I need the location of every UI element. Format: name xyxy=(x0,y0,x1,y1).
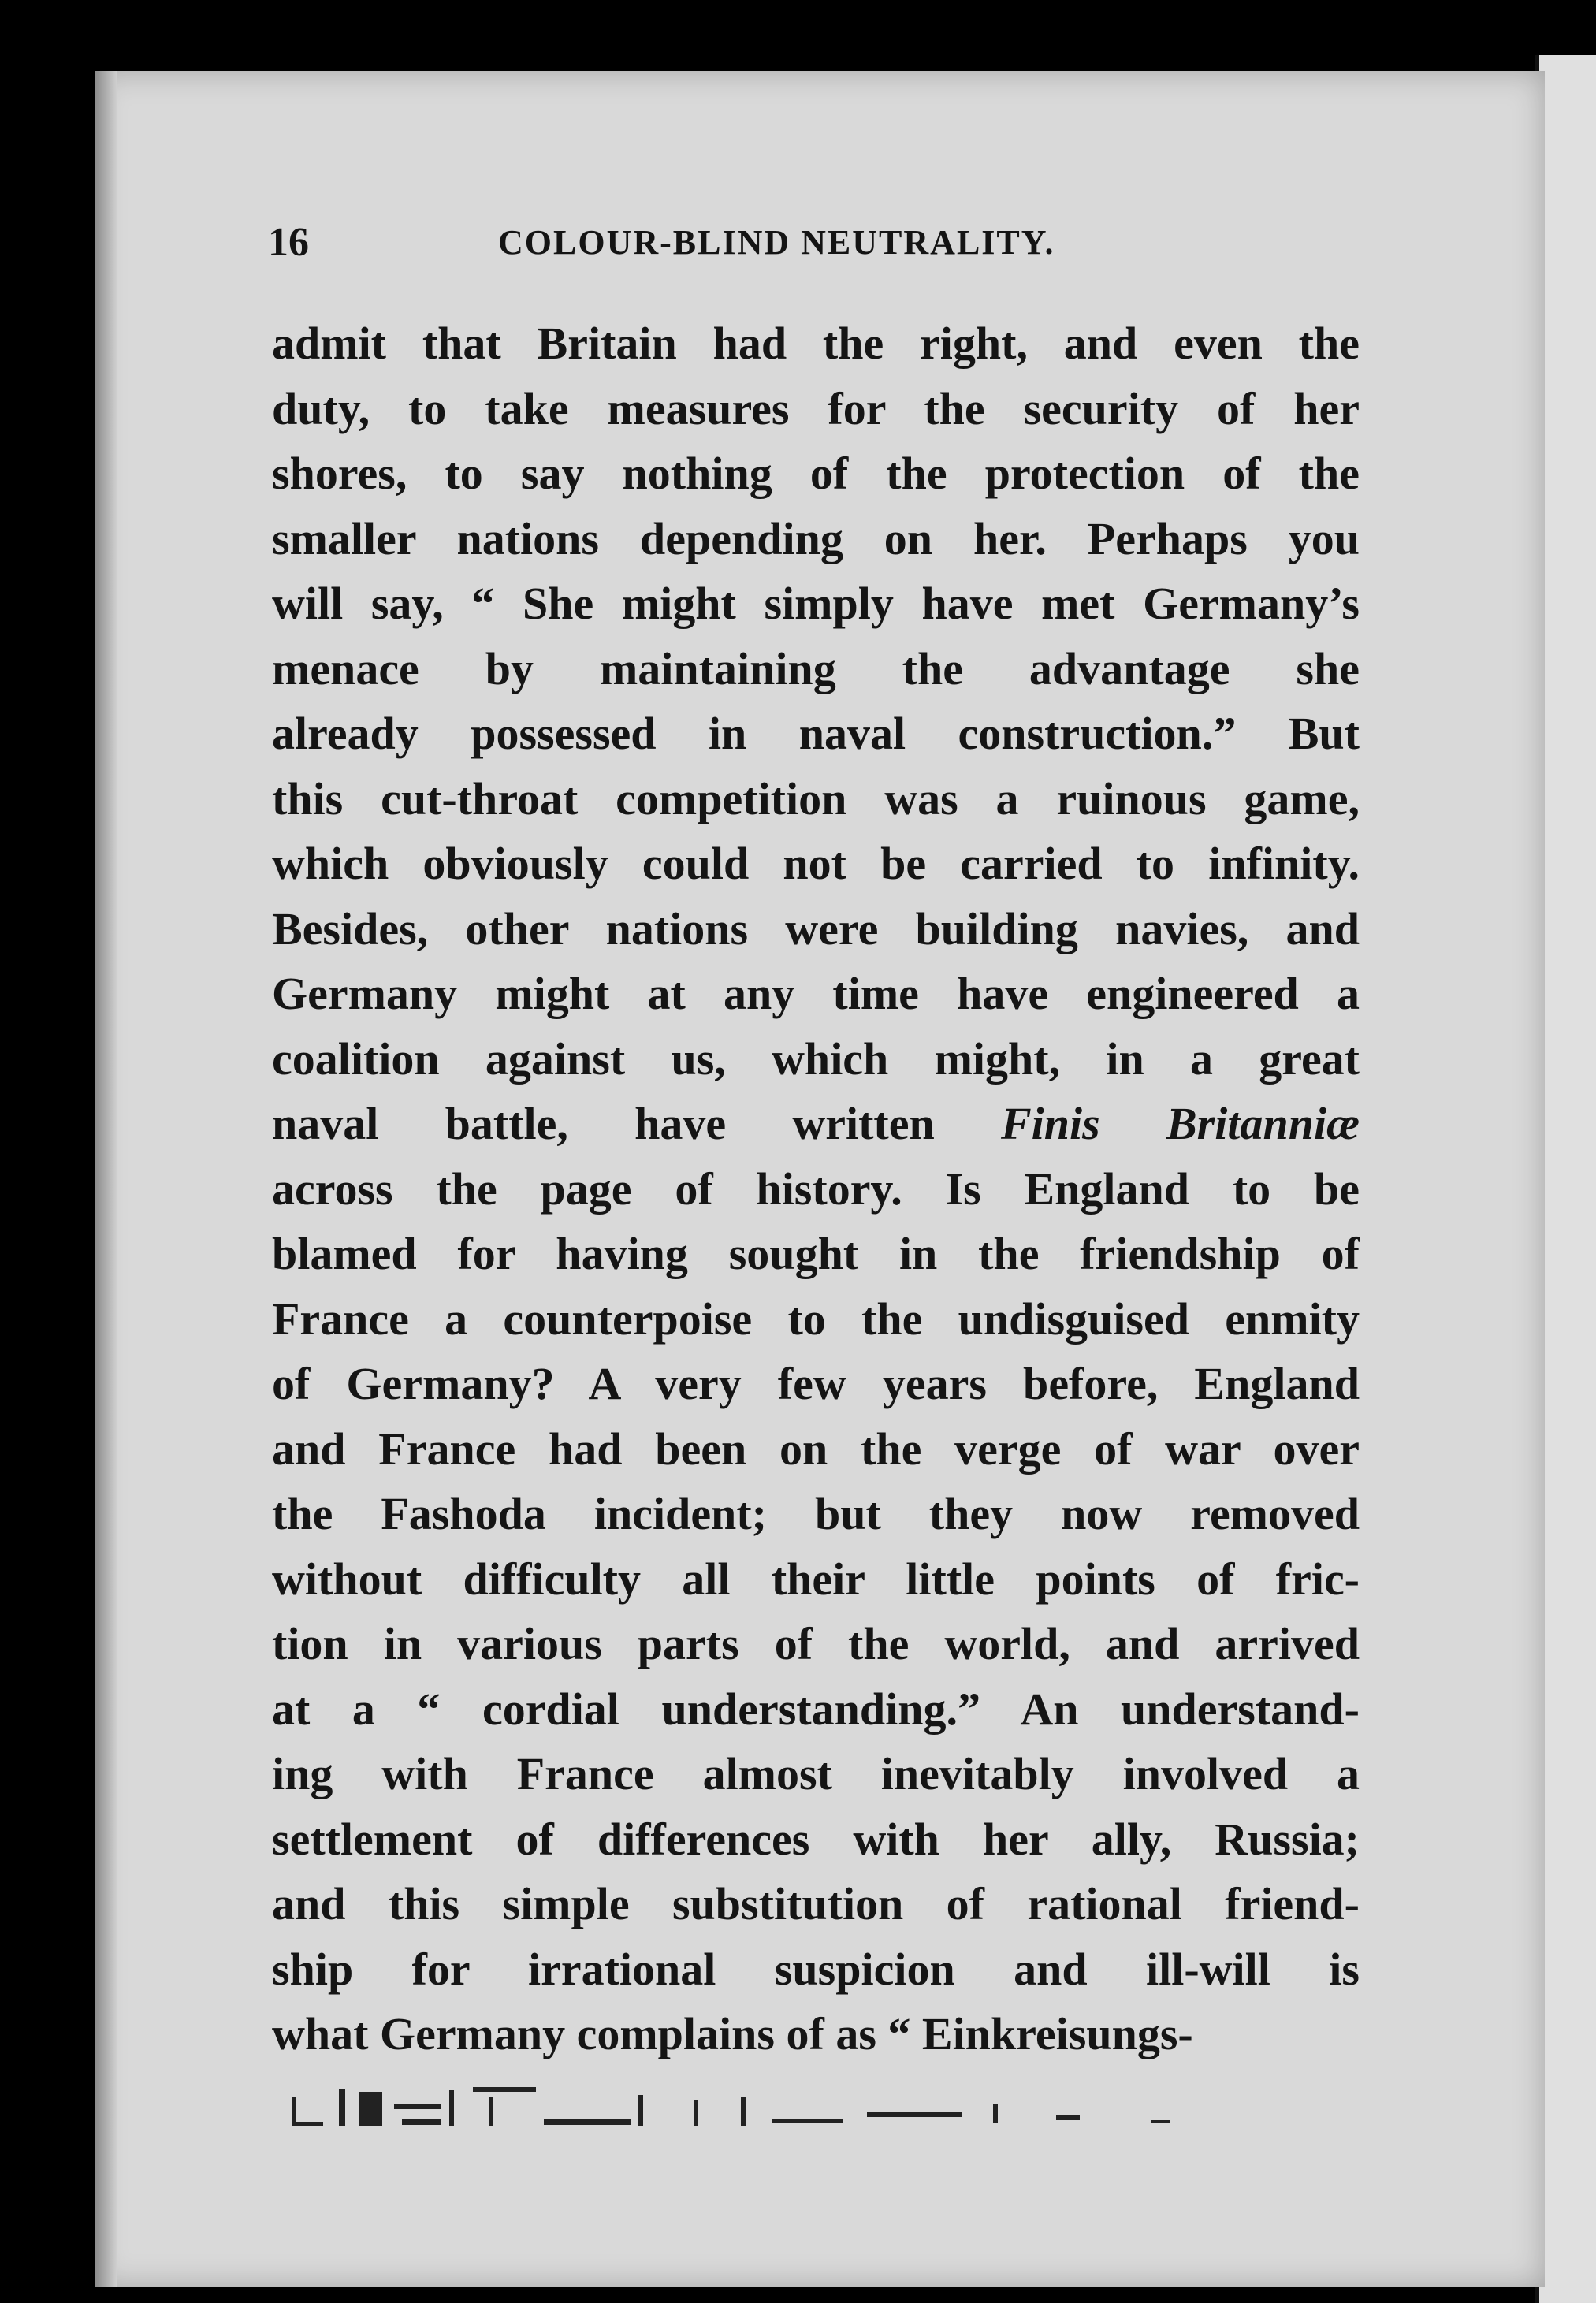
page-header xyxy=(268,211,1371,274)
body-text xyxy=(272,311,1360,2067)
text-line: Besides, other nations were building navies, and xyxy=(272,902,1360,954)
text-line: will say, “ She might simply have met Germany’s xyxy=(272,578,1360,629)
text-line: ship for irrational suspicion and ill-will is xyxy=(272,1943,1360,1995)
text-line: blamed for having sought in the friendship of xyxy=(272,1228,1360,1279)
text-line: and France had been on the verge of war over xyxy=(272,1423,1360,1475)
text-line: smaller nations depending on her. Perhaps you xyxy=(272,512,1360,564)
text-line: menace by maintaining the advantage she xyxy=(272,642,1360,694)
text-line: which obviously could not be carried to infinity. xyxy=(272,838,1360,889)
text-line: already possessed in naval construction.” But xyxy=(272,708,1360,759)
text-line: at a “ cordial understanding.” An understand- xyxy=(272,1683,1360,1735)
text-line: what Germany complains of as “ Einkreisungs- xyxy=(272,2008,1193,2059)
text-line: the Fashoda incident; but they now removed xyxy=(272,1488,1360,1539)
page-gutter-shadow xyxy=(95,71,117,2287)
text-line: this cut-throat competition was a ruinous game, xyxy=(272,772,1360,824)
text-line: and this simple substitution of rational friend- xyxy=(272,1878,1360,1929)
text-line: settlement of differences with her ally, Russia; xyxy=(272,1813,1360,1865)
text-line: coalition against us, which might, in a great xyxy=(272,1032,1360,1085)
text-line: without difficulty all their little points of fric- xyxy=(272,1553,1360,1605)
text-line: admit that Britain had the right, and even the xyxy=(272,318,1360,369)
text-line: across the page of history. Is England to be xyxy=(272,1163,1360,1215)
text-line-start: naval battle, have written xyxy=(272,1098,935,1149)
running-head: COLOUR-BLIND NEUTRALITY. xyxy=(498,223,1055,262)
italic-phrase: Finis Britanniæ xyxy=(1001,1098,1360,1149)
text-line-with-italic xyxy=(272,1092,1360,1157)
text-line: Germany might at any time have engineered a xyxy=(272,968,1360,1019)
text-line: duty, to take measures for the security of her xyxy=(272,382,1360,434)
text-line: shores, to say nothing of the protection of the xyxy=(272,448,1360,499)
page-number: 16 xyxy=(268,220,309,265)
cut-off-text-fragment xyxy=(284,2081,1214,2128)
text-line: France a counterpoise to the undisguised enmity xyxy=(272,1293,1360,1345)
text-line: ing with France almost inevitably involved a xyxy=(272,1748,1360,1799)
text-line: of Germany? A very few years before, England xyxy=(272,1358,1360,1409)
text-line: tion in various parts of the world, and arrived xyxy=(272,1618,1360,1669)
